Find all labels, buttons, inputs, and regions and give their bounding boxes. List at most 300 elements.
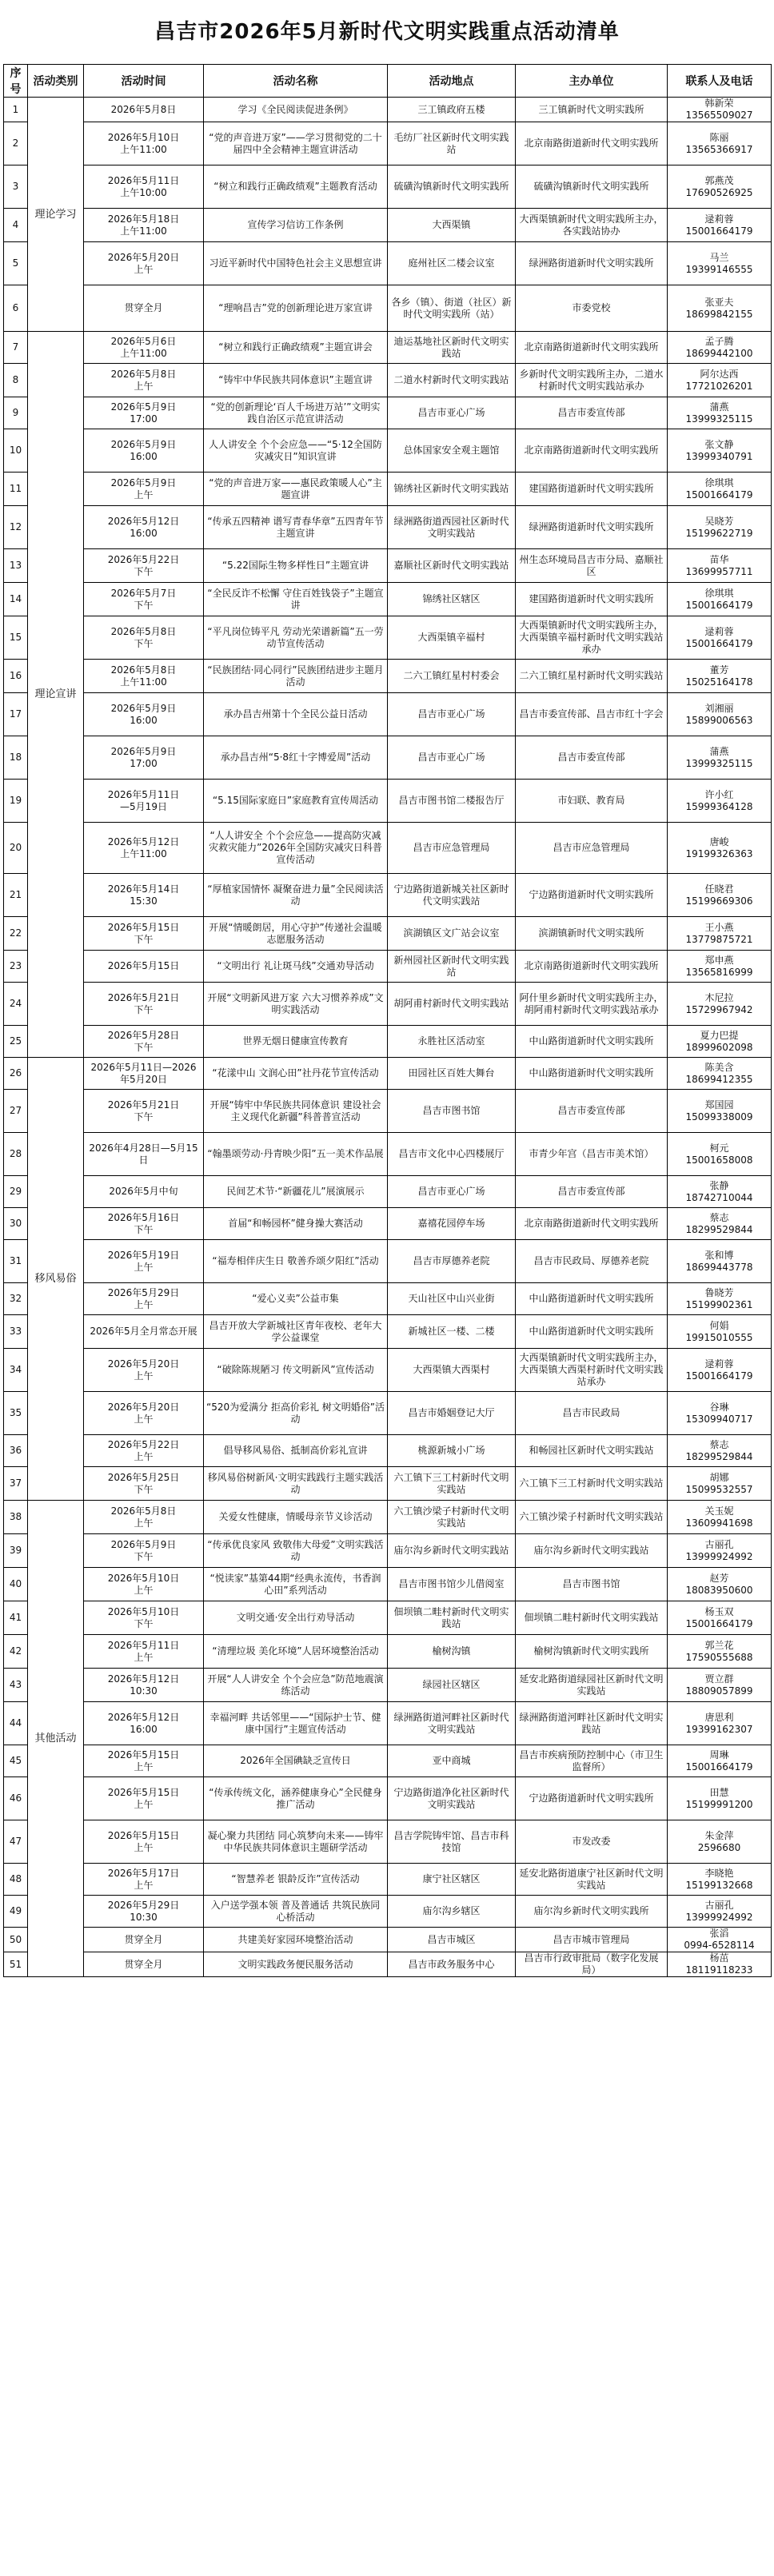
table-row — [4, 1467, 772, 1501]
activity-name: 共建美好家园环境整治活动 — [204, 1928, 388, 1952]
contact: 徐琪琪 15001664179 — [668, 473, 772, 506]
table-row — [4, 917, 772, 951]
activity-time: 2026年5月21日 下午 — [84, 983, 204, 1026]
organizer: 延安北路街道康宁社区新时代文明实践站 — [516, 1864, 668, 1896]
header-time: 活动时间 — [84, 65, 204, 98]
table-row — [4, 1501, 772, 1534]
activity-place: 亚中商城 — [388, 1745, 516, 1777]
table-row — [4, 1635, 772, 1669]
row-no: 36 — [4, 1435, 28, 1467]
activity-time: 2026年5月11日 —5月19日 — [84, 780, 204, 823]
row-no: 44 — [4, 1702, 28, 1745]
activity-place: 庙尔沟乡新时代文明实践站 — [388, 1534, 516, 1568]
organizer: 宁边路街道新时代文明实践所 — [516, 1777, 668, 1820]
activity-name: 文明实践政务便民服务活动 — [204, 1952, 388, 1977]
activity-place: 昌吉市亚心广场 — [388, 397, 516, 429]
organizer: 州生态环境局昌吉市分局、嘉顺社区 — [516, 549, 668, 583]
activity-place: 昌吉市亚心广场 — [388, 736, 516, 780]
activity-place: 昌吉市图书馆二楼报告厅 — [388, 780, 516, 823]
contact: 苗华 13699957711 — [668, 549, 772, 583]
activity-name: “福寿相伴庆生日 敬善乔颂夕阳红”活动 — [204, 1240, 388, 1283]
table-body — [4, 98, 772, 1977]
activity-place: 六工镇下三工村新时代文明实践站 — [388, 1467, 516, 1501]
organizer: 昌吉市行政审批局（数字化发展局） — [516, 1952, 668, 1977]
row-no: 18 — [4, 736, 28, 780]
row-no: 35 — [4, 1392, 28, 1435]
contact: 周琳 15001664179 — [668, 1745, 772, 1777]
contact: 张静 18742710044 — [668, 1176, 772, 1208]
row-no: 31 — [4, 1240, 28, 1283]
activity-place: 昌吉市婚姻登记大厅 — [388, 1392, 516, 1435]
organizer: 建国路街道新时代文明实践所 — [516, 583, 668, 616]
activity-time: 2026年5月15日 — [84, 951, 204, 983]
table-row — [4, 660, 772, 693]
activity-time: 2026年5月14日 15:30 — [84, 874, 204, 917]
contact: 许小红 15999364128 — [668, 780, 772, 823]
activity-place: 总体国家安全观主题馆 — [388, 429, 516, 473]
activity-time: 2026年5月8日 上午 — [84, 364, 204, 397]
table-row — [4, 1392, 772, 1435]
activity-place: 滨湖镇区文广站会议室 — [388, 917, 516, 951]
organizer: 和畅园社区新时代文明实践站 — [516, 1435, 668, 1467]
header-category: 活动类别 — [28, 65, 84, 98]
row-no: 16 — [4, 660, 28, 693]
activity-place: 昌吉市城区 — [388, 1928, 516, 1952]
activity-place: 二道水村新时代文明实践站 — [388, 364, 516, 397]
activity-time: 2026年5月6日 上午11:00 — [84, 332, 204, 364]
row-no: 34 — [4, 1349, 28, 1392]
activity-time: 贯穿全月 — [84, 285, 204, 332]
contact: 田慧 15199991200 — [668, 1777, 772, 1820]
contact: 阿尔达西 17721026201 — [668, 364, 772, 397]
organizer: 宁边路街道新时代文明实践所 — [516, 874, 668, 917]
contact: 郑申燕 13565816999 — [668, 951, 772, 983]
activity-name: 开展“铸牢中华民族共同体意识 建设社会主义现代化新疆”科普普宣活动 — [204, 1090, 388, 1133]
contact: 古丽孔 13999924992 — [668, 1534, 772, 1568]
activity-place: 锦绣社区辖区 — [388, 583, 516, 616]
organizer: 六工镇下三工村新时代文明实践站 — [516, 1467, 668, 1501]
activity-time: 2026年5月9日 17:00 — [84, 736, 204, 780]
activity-place: 绿洲路街道西园社区新时代文明实践站 — [388, 506, 516, 549]
activity-time: 贯穿全月 — [84, 1952, 204, 1977]
activity-place: 大西渠镇辛福村 — [388, 616, 516, 660]
table-row — [4, 1026, 772, 1058]
table-row — [4, 1601, 772, 1635]
activity-name: “理响昌吉”党的创新理论进万家宣讲 — [204, 285, 388, 332]
activity-time: 2026年5月8日 下午 — [84, 616, 204, 660]
activity-place: 昌吉市文化中心四楼展厅 — [388, 1133, 516, 1176]
organizer: 佃坝镇二畦村新时代文明实践站 — [516, 1601, 668, 1635]
organizer: 昌吉市城市管理局 — [516, 1928, 668, 1952]
contact: 何娟 19915010555 — [668, 1315, 772, 1349]
organizer: 六工镇沙梁子村新时代文明实践站 — [516, 1501, 668, 1534]
activity-name: 首届“和畅园杯”健身操大赛活动 — [204, 1208, 388, 1240]
contact: 孟子腾 18699442100 — [668, 332, 772, 364]
activity-time: 2026年5月11日—2026年5月20日 — [84, 1058, 204, 1090]
table-row — [4, 1777, 772, 1820]
row-no: 26 — [4, 1058, 28, 1090]
activity-place: 宁边路街道新城关社区新时代文明实践站 — [388, 874, 516, 917]
table-row — [4, 1176, 772, 1208]
organizer: 昌吉市委宣传部 — [516, 1090, 668, 1133]
table-row — [4, 209, 772, 242]
contact: 陈美含 18699412355 — [668, 1058, 772, 1090]
organizer: 滨湖镇新时代文明实践所 — [516, 917, 668, 951]
row-no: 48 — [4, 1864, 28, 1896]
activity-place: 新城社区一楼、二楼 — [388, 1315, 516, 1349]
organizer: 昌吉市疾病预防控制中心（市卫生监督所） — [516, 1745, 668, 1777]
activity-time: 2026年5月20日 上午 — [84, 1349, 204, 1392]
activity-time: 贯穿全月 — [84, 1928, 204, 1952]
table-row — [4, 473, 772, 506]
activity-name: 民间艺术节·“新疆花儿”展演展示 — [204, 1176, 388, 1208]
activity-place: 各乡（镇）、街道（社区）新时代文明实践所（站） — [388, 285, 516, 332]
activity-place: 嘉禧花园停车场 — [388, 1208, 516, 1240]
row-no: 24 — [4, 983, 28, 1026]
activity-name: “传承优良家风 致敬伟大母爱”文明实践活动 — [204, 1534, 388, 1568]
table-row — [4, 736, 772, 780]
activity-name: “翰墨颂劳动·丹青映少阳”五一美术作品展 — [204, 1133, 388, 1176]
activity-name: 倡导移风易俗、抵制高价彩礼宣讲 — [204, 1435, 388, 1467]
table-row — [4, 1090, 772, 1133]
organizer: 三工镇新时代文明实践所 — [516, 98, 668, 122]
contact: 董芳 15025164178 — [668, 660, 772, 693]
organizer: 乡新时代文明实践所主办，二道水村新时代文明实践站承办 — [516, 364, 668, 397]
contact: 柯元 15001658008 — [668, 1133, 772, 1176]
organizer: 阿什里乡新时代文明实践所主办，胡阿甫村新时代文明实践站承办 — [516, 983, 668, 1026]
activity-name: 入户送学强本领 普及普通话 共筑民族同心桥活动 — [204, 1896, 388, 1928]
table-row — [4, 951, 772, 983]
activity-name: “悦读家”基第44期“经典永流传，书香润心田”系列活动 — [204, 1568, 388, 1601]
organizer: 绿洲路街道新时代文明实践所 — [516, 242, 668, 285]
activity-time: 2026年5月25日 下午 — [84, 1467, 204, 1501]
table-row — [4, 506, 772, 549]
contact: 蔡志 18299529844 — [668, 1208, 772, 1240]
table-row — [4, 165, 772, 209]
row-no: 6 — [4, 285, 28, 332]
row-no: 20 — [4, 823, 28, 874]
organizer: 昌吉市委宣传部、昌吉市红十字会 — [516, 693, 668, 736]
activity-name: “民族团结·同心同行”民族团结进步主题月活动 — [204, 660, 388, 693]
table-row — [4, 983, 772, 1026]
activity-name: 世界无烟日健康宣传教育 — [204, 1026, 388, 1058]
activity-place: 新州园社区新时代文明实践站 — [388, 951, 516, 983]
row-no: 17 — [4, 693, 28, 736]
activity-place: 康宁社区辖区 — [388, 1864, 516, 1896]
organizer: 市青少年宫（昌吉市美术馆） — [516, 1133, 668, 1176]
category-cell: 其他活动 — [28, 1501, 84, 1977]
header-name: 活动名称 — [204, 65, 388, 98]
activity-name: 宣传学习信访工作条例 — [204, 209, 388, 242]
activity-place: 三工镇政府五楼 — [388, 98, 516, 122]
activity-place: 永胜社区活动室 — [388, 1026, 516, 1058]
activity-time: 2026年5月29日 上午 — [84, 1283, 204, 1315]
table-row — [4, 1435, 772, 1467]
contact: 谷琳 15309940717 — [668, 1392, 772, 1435]
activity-table — [3, 64, 772, 1977]
activity-name: 凝心聚力共团结 同心筑梦向未来——铸牢中华民族共同体意识主题研学活动 — [204, 1820, 388, 1864]
table-row — [4, 1534, 772, 1568]
row-no: 45 — [4, 1745, 28, 1777]
table-row — [4, 616, 772, 660]
organizer: 大西渠镇新时代文明实践所主办，大西渠镇辛福村新时代文明实践站承办 — [516, 616, 668, 660]
row-no: 28 — [4, 1133, 28, 1176]
organizer: 庙尔沟乡新时代文明实践站 — [516, 1534, 668, 1568]
table-row — [4, 1283, 772, 1315]
contact: 蒲燕 13999325115 — [668, 736, 772, 780]
row-no: 51 — [4, 1952, 28, 1977]
table-row — [4, 1864, 772, 1896]
activity-place: 佃坝镇二畦村新时代文明实践站 — [388, 1601, 516, 1635]
contact: 杨玉双 15001664179 — [668, 1601, 772, 1635]
activity-time: 2026年5月18日 上午11:00 — [84, 209, 204, 242]
row-no: 4 — [4, 209, 28, 242]
organizer: 市发改委 — [516, 1820, 668, 1864]
activity-time: 2026年5月中旬 — [84, 1176, 204, 1208]
activity-place: 硫磺沟镇新时代文明实践所 — [388, 165, 516, 209]
organizer: 昌吉市民政局 — [516, 1392, 668, 1435]
contact: 王小燕 13779875721 — [668, 917, 772, 951]
activity-time: 2026年5月29日 10:30 — [84, 1896, 204, 1928]
contact: 马兰 19399146555 — [668, 242, 772, 285]
table-row — [4, 285, 772, 332]
activity-place: 昌吉市亚心广场 — [388, 693, 516, 736]
contact: 古丽孔 13999924992 — [668, 1896, 772, 1928]
organizer: 绿洲路街道河畔社区新时代文明实践站 — [516, 1702, 668, 1745]
activity-name: “智慧养老 银龄反诈”宣传活动 — [204, 1864, 388, 1896]
activity-place: 昌吉市亚心广场 — [388, 1176, 516, 1208]
contact: 韩新荣 13565509027 — [668, 98, 772, 122]
activity-time: 2026年5月21日 下午 — [84, 1090, 204, 1133]
row-no: 46 — [4, 1777, 28, 1820]
row-no: 42 — [4, 1635, 28, 1669]
organizer: 榆树沟镇新时代文明实践所 — [516, 1635, 668, 1669]
activity-place: 昌吉市厚德养老院 — [388, 1240, 516, 1283]
activity-time: 2026年5月10日 上午 — [84, 1568, 204, 1601]
row-no: 1 — [4, 98, 28, 122]
organizer: 北京南路街道新时代文明实践所 — [516, 951, 668, 983]
row-no: 47 — [4, 1820, 28, 1864]
organizer: 延安北路街道绿园社区新时代文明实践站 — [516, 1669, 668, 1702]
activity-time: 2026年5月12日 16:00 — [84, 506, 204, 549]
activity-name: 开展“文明新风进万家 六大习惯养养成”文明实践活动 — [204, 983, 388, 1026]
activity-time: 2026年5月7日 下午 — [84, 583, 204, 616]
row-no: 41 — [4, 1601, 28, 1635]
activity-time: 2026年5月20日 上午 — [84, 1392, 204, 1435]
organizer: 昌吉市应急管理局 — [516, 823, 668, 874]
organizer: 北京南路街道新时代文明实践所 — [516, 332, 668, 364]
table-row — [4, 823, 772, 874]
activity-time: 2026年5月8日 — [84, 98, 204, 122]
activity-time: 2026年5月9日 上午 — [84, 473, 204, 506]
contact: 木尼拉 15729967942 — [668, 983, 772, 1026]
organizer: 市妇联、教育局 — [516, 780, 668, 823]
activity-time: 2026年5月8日 上午 — [84, 1501, 204, 1534]
contact: 蔡志 18299529844 — [668, 1435, 772, 1467]
contact: 张和博 18699443778 — [668, 1240, 772, 1283]
activity-place: 昌吉市应急管理局 — [388, 823, 516, 874]
activity-name: “清理垃圾 美化环境”人居环境整治活动 — [204, 1635, 388, 1669]
organizer: 中山路街道新时代文明实践所 — [516, 1315, 668, 1349]
activity-place: 二六工镇红星村村委会 — [388, 660, 516, 693]
table-row — [4, 122, 772, 165]
organizer: 中山路街道新时代文明实践所 — [516, 1283, 668, 1315]
table-row — [4, 397, 772, 429]
activity-name: 移风易俗树新风·文明实践践行主题实践活动 — [204, 1467, 388, 1501]
contact: 郭燕茂 17690526925 — [668, 165, 772, 209]
activity-place: 迪运基地社区新时代文明实践站 — [388, 332, 516, 364]
activity-name: 幸福河畔 共话邻里——“国际护士节、健康中国行”主题宣传活动 — [204, 1702, 388, 1745]
activity-time: 2026年5月8日 上午11:00 — [84, 660, 204, 693]
activity-place: 桃源新城小广场 — [388, 1435, 516, 1467]
activity-time: 2026年5月12日 上午11:00 — [84, 823, 204, 874]
activity-name: 开展“人人讲安全 个个会应急”防范地震演练活动 — [204, 1669, 388, 1702]
activity-name: 昌吉开放大学新城社区青年夜校、老年大学公益课堂 — [204, 1315, 388, 1349]
activity-place: 胡阿甫村新时代文明实践站 — [388, 983, 516, 1026]
row-no: 2 — [4, 122, 28, 165]
activity-time: 2026年5月11日 上午 — [84, 1635, 204, 1669]
contact: 鲁晓芳 15199902361 — [668, 1283, 772, 1315]
contact: 杨茁 18119118233 — [668, 1952, 772, 1977]
row-no: 39 — [4, 1534, 28, 1568]
contact: 吴晓芳 15199622719 — [668, 506, 772, 549]
table-row — [4, 429, 772, 473]
row-no: 10 — [4, 429, 28, 473]
activity-time: 2026年5月20日 上午 — [84, 242, 204, 285]
table-row — [4, 1133, 772, 1176]
table-row — [4, 780, 772, 823]
row-no: 3 — [4, 165, 28, 209]
organizer: 中山路街道新时代文明实践所 — [516, 1058, 668, 1090]
activity-place: 昌吉学院铸牢馆、昌吉市科技馆 — [388, 1820, 516, 1864]
activity-name: “传承五四精神 谱写青春华章”五四青年节主题宣讲 — [204, 506, 388, 549]
activity-place: 锦绣社区新时代文明实践站 — [388, 473, 516, 506]
row-no: 29 — [4, 1176, 28, 1208]
activity-time: 2026年5月15日 上午 — [84, 1777, 204, 1820]
table-row — [4, 1240, 772, 1283]
organizer: 二六工镇红星村新时代文明实践站 — [516, 660, 668, 693]
contact: 朱金萍 2596680 — [668, 1820, 772, 1864]
activity-time: 2026年5月9日 17:00 — [84, 397, 204, 429]
activity-place: 昌吉市政务服务中心 — [388, 1952, 516, 1977]
table-row — [4, 332, 772, 364]
table-row — [4, 1349, 772, 1392]
activity-time: 2026年5月22日 下午 — [84, 549, 204, 583]
page-title: 昌吉市2026年5月新时代文明实践重点活动清单 — [154, 20, 620, 44]
row-no: 22 — [4, 917, 28, 951]
activity-place: 六工镇沙梁子村新时代文明实践站 — [388, 1501, 516, 1534]
organizer: 大西渠镇新时代文明实践所主办，各实践站协办 — [516, 209, 668, 242]
activity-time: 2026年5月全月常态开展 — [84, 1315, 204, 1349]
activity-name: “党的声音进万家”——学习贯彻党的二十届四中全会精神主题宣讲活动 — [204, 122, 388, 165]
header-organizer: 主办单位 — [516, 65, 668, 98]
row-no: 43 — [4, 1669, 28, 1702]
activity-place: 榆树沟镇 — [388, 1635, 516, 1669]
contact: 赵芳 18083950600 — [668, 1568, 772, 1601]
activity-time: 2026年5月19日 上午 — [84, 1240, 204, 1283]
table-row — [4, 242, 772, 285]
activity-place: 毛纺厂社区新时代文明实践站 — [388, 122, 516, 165]
activity-name: “树立和践行正确政绩观”主题宣讲会 — [204, 332, 388, 364]
organizer: 昌吉市委宣传部 — [516, 1176, 668, 1208]
activity-time: 2026年5月9日 下午 — [84, 1534, 204, 1568]
organizer: 市委党校 — [516, 285, 668, 332]
activity-place: 绿园社区辖区 — [388, 1669, 516, 1702]
table-row — [4, 874, 772, 917]
activity-place: 庭州社区二楼会议室 — [388, 242, 516, 285]
activity-name: 习近平新时代中国特色社会主义思想宣讲 — [204, 242, 388, 285]
activity-name: “党的声音进万家——惠民政策暖人心”主题宣讲 — [204, 473, 388, 506]
activity-time: 2026年5月16日 下午 — [84, 1208, 204, 1240]
table-row — [4, 1952, 772, 1977]
contact: 郭兰花 17590555688 — [668, 1635, 772, 1669]
row-no: 11 — [4, 473, 28, 506]
contact: 张亚夫 18699842155 — [668, 285, 772, 332]
organizer: 中山路街道新时代文明实践所 — [516, 1026, 668, 1058]
activity-place: 天山社区中山兴业街 — [388, 1283, 516, 1315]
category-cell: 理论宣讲 — [28, 332, 84, 1058]
row-no: 37 — [4, 1467, 28, 1501]
activity-name: “人人讲安全 个个会应急——提高防灾减灾救灾能力”2026年全国防灾减灾日科普宣传活动 — [204, 823, 388, 874]
row-no: 33 — [4, 1315, 28, 1349]
activity-name: “花漾中山 文润心田”社丹花节宣传活动 — [204, 1058, 388, 1090]
organizer: 昌吉市图书馆 — [516, 1568, 668, 1601]
organizer: 北京南路街道新时代文明实践所 — [516, 1208, 668, 1240]
contact: 蒲燕 13999325115 — [668, 397, 772, 429]
organizer: 昌吉市委宣传部 — [516, 736, 668, 780]
row-no: 12 — [4, 506, 28, 549]
activity-time: 2026年5月28日 下午 — [84, 1026, 204, 1058]
activity-time: 2026年5月9日 16:00 — [84, 429, 204, 473]
activity-name: “破除陈规陋习 传文明新风”宣传活动 — [204, 1349, 388, 1392]
row-no: 32 — [4, 1283, 28, 1315]
contact: 逯莉蓉 15001664179 — [668, 209, 772, 242]
organizer: 大西渠镇新时代文明实践所主办，大西渠镇大西渠村新时代文明实践站承办 — [516, 1349, 668, 1392]
contact: 徐琪琪 15001664179 — [668, 583, 772, 616]
organizer: 庙尔沟乡新时代文明实践所 — [516, 1896, 668, 1928]
activity-name: 承办昌吉州第十个全民公益日活动 — [204, 693, 388, 736]
table-row — [4, 1820, 772, 1864]
table-row — [4, 693, 772, 736]
activity-name: “全民反诈不松懈 守住百姓钱袋子”主题宣讲 — [204, 583, 388, 616]
row-no: 7 — [4, 332, 28, 364]
row-no: 30 — [4, 1208, 28, 1240]
activity-name: 开展“情暖朗居，用心守护”传递社会温暖志愿服务活动 — [204, 917, 388, 951]
table-row — [4, 1669, 772, 1702]
activity-place: 绿洲路街道河畔社区新时代文明实践站 — [388, 1702, 516, 1745]
activity-name: “文明出行 礼让斑马线”交通劝导活动 — [204, 951, 388, 983]
table-row — [4, 1568, 772, 1601]
table-row — [4, 1745, 772, 1777]
organizer: 绿洲路街道新时代文明实践所 — [516, 506, 668, 549]
organizer: 北京南路街道新时代文明实践所 — [516, 122, 668, 165]
activity-time: 2026年5月12日 16:00 — [84, 1702, 204, 1745]
table-row — [4, 549, 772, 583]
activity-place: 田园社区百姓大舞台 — [388, 1058, 516, 1090]
activity-name: “树立和践行正确政绩观”主题教育活动 — [204, 165, 388, 209]
activity-place: 大西渠镇大西渠村 — [388, 1349, 516, 1392]
contact: 逯莉蓉 15001664179 — [668, 616, 772, 660]
row-no: 50 — [4, 1928, 28, 1952]
contact: 郑国园 15099338009 — [668, 1090, 772, 1133]
activity-name: 文明交通·安全出行劝导活动 — [204, 1601, 388, 1635]
activity-name: 学习《全民阅读促进条例》 — [204, 98, 388, 122]
contact: 张滔 0994-6528114 — [668, 1928, 772, 1952]
organizer: 硫磺沟镇新时代文明实践所 — [516, 165, 668, 209]
activity-time: 2026年5月22日 上午 — [84, 1435, 204, 1467]
table-header-row — [4, 65, 772, 98]
activity-name: “5.15国际家庭日”家庭教育宣传周活动 — [204, 780, 388, 823]
